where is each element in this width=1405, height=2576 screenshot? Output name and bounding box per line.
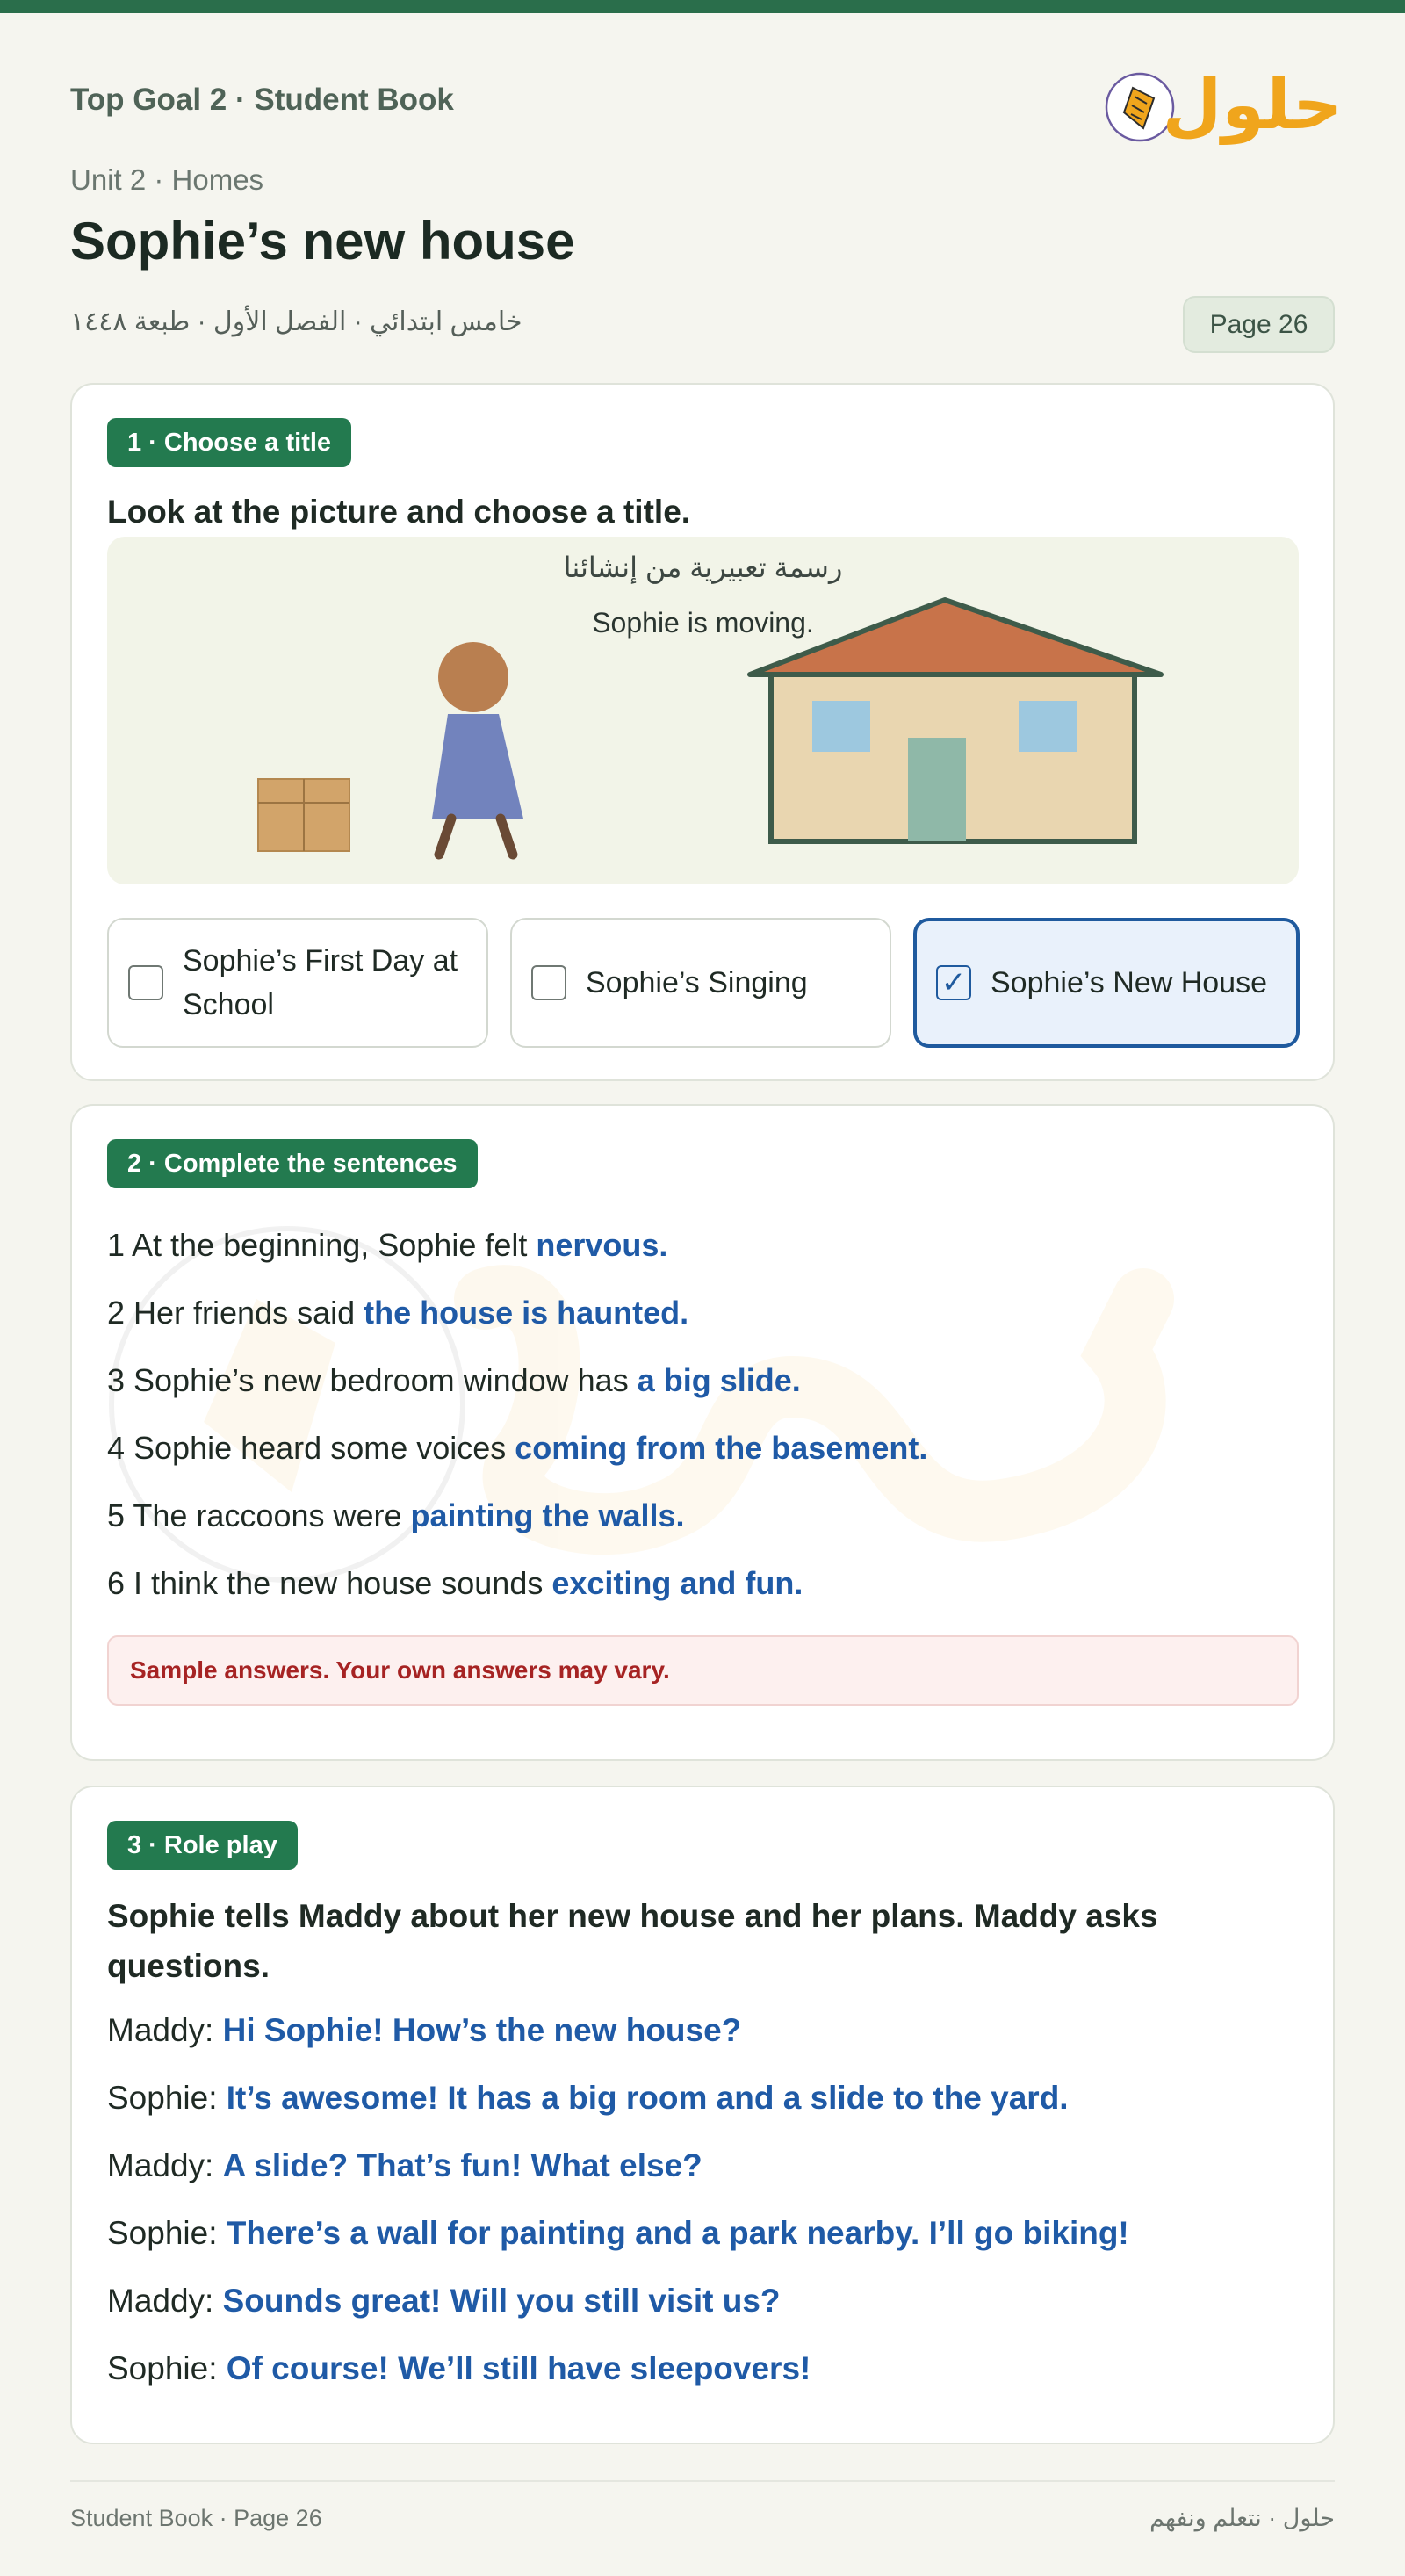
checkbox[interactable] xyxy=(531,965,566,1000)
section-badge: 2 · Complete the sentences xyxy=(107,1139,478,1188)
illustration-caption-arabic: رسمة تعبيرية من إنشائنا xyxy=(563,552,843,583)
answer-text: A slide? That’s fun! What else? xyxy=(222,2147,702,2183)
section-badge: 1 · Choose a title xyxy=(107,418,351,467)
answer-text: Hi Sophie! How’s the new house? xyxy=(222,2012,742,2048)
book-title: Top Goal 2 · Student Book xyxy=(70,83,454,117)
sophie-figure xyxy=(432,642,523,855)
sentence-5: 5 The raccoons were painting the walls. xyxy=(107,1497,685,1533)
speaker: Maddy: xyxy=(107,2283,223,2319)
hulul-logo xyxy=(1103,58,1343,146)
section-role-play xyxy=(70,1786,1335,2444)
answer-text: Of course! We’ll still have sleepovers! xyxy=(226,2350,811,2386)
unit-label: Unit 2 · Homes xyxy=(70,163,264,196)
speaker: Sophie: xyxy=(107,2350,227,2386)
option-label: Sophie’s First Day at School xyxy=(183,944,458,1021)
speaker: Maddy: xyxy=(107,2147,223,2183)
answer-text: Sounds great! Will you still visit us? xyxy=(222,2283,781,2319)
dialogue-line-5 xyxy=(107,2283,781,2320)
sentence-2: 2 Her friends said the house is haunted. xyxy=(107,1295,689,1331)
grade-info: خامس ابتدائي · الفصل الأول · طبعة ١٤٤٨ xyxy=(70,307,522,336)
sentence-6: 6 I think the new house sounds exciting and fun. xyxy=(107,1565,803,1601)
checkbox-checked[interactable]: ✓ xyxy=(936,965,971,1000)
footer-divider xyxy=(70,2480,1335,2482)
page-title: Sophie’s new house xyxy=(70,212,575,271)
section-instruction: Look at the picture and choose a title. xyxy=(107,494,691,530)
section-complete-sentences xyxy=(70,1104,1335,1761)
speaker: Sophie: xyxy=(107,2080,227,2116)
sentence-1: 1 At the beginning, Sophie felt nervous. xyxy=(107,1227,668,1263)
footer-page-label: Student Book · Page 26 xyxy=(70,2505,322,2531)
option-label: Sophie’s Singing xyxy=(586,966,808,999)
option-label: Sophie’s New House xyxy=(991,966,1267,999)
answer-text: the house is haunted. xyxy=(364,1295,689,1331)
speaker: Maddy: xyxy=(107,2012,223,2048)
section-instruction: Sophie tells Maddy about her new house and her plans. Maddy asks questions. xyxy=(107,1898,1158,1984)
sample-answers-note: Sample answers. Your own answers may vary. xyxy=(107,1635,1299,1706)
answer-text: coming from the basement. xyxy=(515,1430,928,1466)
illustration-caption: Sophie is moving. xyxy=(592,607,814,639)
dialogue-line-1 xyxy=(107,2012,741,2049)
title-option-first-day[interactable] xyxy=(107,918,488,1048)
answer-text: There’s a wall for painting and a park nearby. I’ll go biking! xyxy=(226,2215,1129,2251)
answer-text: painting the walls. xyxy=(410,1497,685,1533)
illustration xyxy=(107,537,1299,884)
section-choose-title xyxy=(70,383,1335,1081)
checkbox[interactable] xyxy=(128,965,163,1000)
dialogue-line-3 xyxy=(107,2147,702,2184)
moving-scene-drawing xyxy=(107,537,1299,884)
answer-text: It’s awesome! It has a big room and a slide to the yard. xyxy=(226,2080,1069,2116)
sentence-3: 3 Sophie’s new bedroom window has a big slide. xyxy=(107,1362,801,1398)
sentence-4: 4 Sophie heard some voices coming from the basement. xyxy=(107,1430,928,1466)
answer-text: a big slide. xyxy=(637,1362,801,1398)
svg-text:حلول: حلول xyxy=(1162,66,1343,145)
title-option-singing[interactable] xyxy=(510,918,891,1048)
footer-brand-tagline: حلول · نتعلم ونفهم xyxy=(1149,2505,1335,2531)
speaker: Sophie: xyxy=(107,2215,227,2251)
title-option-new-house[interactable] xyxy=(913,918,1300,1048)
section-badge: 3 · Role play xyxy=(107,1821,298,1870)
top-accent-bar xyxy=(0,0,1405,13)
dialogue-line-2 xyxy=(107,2080,1069,2117)
answer-text: exciting and fun. xyxy=(551,1565,803,1601)
dialogue-line-6 xyxy=(107,2350,811,2387)
page-number-badge: Page 26 xyxy=(1183,296,1335,353)
dialogue-line-4 xyxy=(107,2215,1129,2252)
answer-text: nervous. xyxy=(536,1227,668,1263)
